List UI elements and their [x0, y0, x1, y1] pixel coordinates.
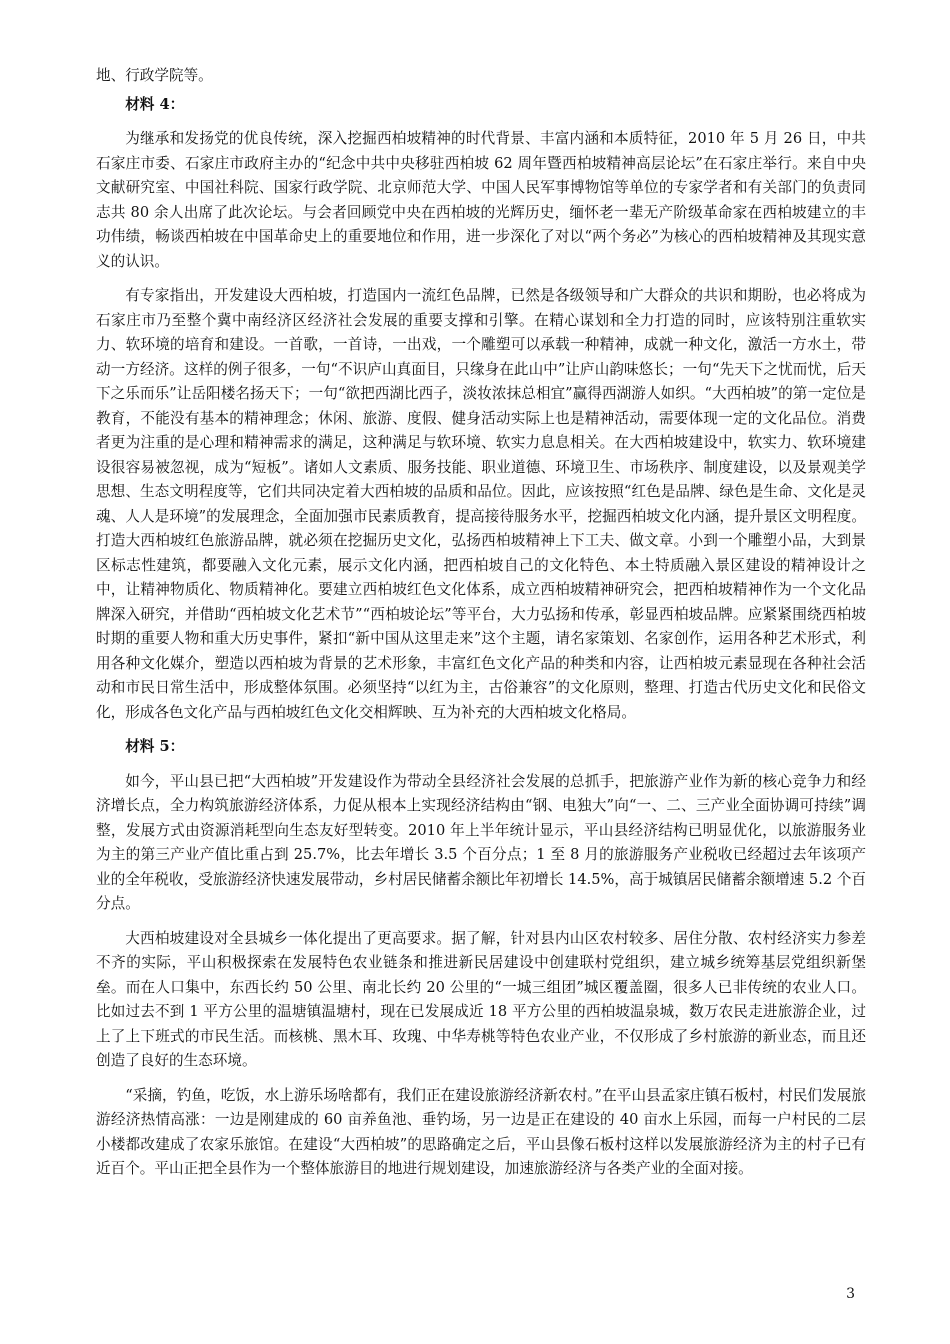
opening-line: 地、行政学院等。	[96, 67, 213, 84]
paragraph: 有专家指出，开发建设大西柏坡，打造国内一流红色品牌，已然是各级领导和广大群众的共识和期盼，也必将成为石家庄市乃至整个冀中南经济区经济社会发展的重要支撑和引擎。在精心谋划和全力打造的同时，应该特别注重软实力、软环境的培育和建设。一首歌，一首诗，一出戏，一个雕塑可以承载一种精神，成就一种文化，激活一方水土，带动一方经济。这样的例子很多，一句“不识庐山真面目，只缘身在此山中”让庐山韵味悠长；一句“先天下之忧而忧，后天下之乐而乐”让岳阳楼名扬天下；一句“欲把西湖比西子，淡妆浓抹总相宜”赢得西湖游人如织。“大西柏坡”的第一定位是教育，不能没有基本的精神理念；休闲、旅游、度假、健身活动实际上也是精神活动，需要体现一定的文化品位。消费者更为注重的是心理和精神需求的满足，这种满足与软环境、软实力息息相关。在大西柏坡建设中，软实力、软环境建设很容易被忽视，成为“短板”。诸如人文素质、服务技能、职业道德、环境卫生、市场秩序、制度建设，以及景观美学思想、生态文明程度等，它们共同决定着大西柏坡的品质和品位。因此，应该按照“红色是品牌、绿色是生命、文化是灵魂、人人是环境”的发展理念，全面加强市民素质教育，提高接待服务水平，挖掘西柏坡文化内涵，提升景区文明程度。打造大西柏坡红色旅游品牌，就必须在挖掘历史文化，弘扬西柏坡精神上下工夫、做文章。小到一个雕塑小品，大到景区标志性建筑，都要融入文化元素，展示文化内涵，把西柏坡自己的文化特色、本土特质融入景区建设的精神设计之中，让精神物质化、物质精神化。要建立西柏坡红色文化体系，成立西柏坡精神研究会，把西柏坡精神作为一个文化品牌深入研究，并借助“西柏坡文化艺术节”“西柏坡论坛”等平台，大力弘扬和传承，彰显西柏坡品牌。应紧紧围绕西柏坡时期的重要人物和重大历史事件，紧扣“新中国从这里走来”这个主题，请名家策划、名家创作，运用各种艺术形式，利用各种文化媒介，塑造以西柏坡为背景的艺术形象，丰富红色文化产品的种类和内容，让西柏坡元素显现在各种社会活动和市民日常生活中，形成整体氛围。必须坚持“以红为主，古俗兼容”的文化原则，整理、打造古代历史文化和民俗文化，形成各色文化产品与西柏坡红色文化交相辉映、互为补充的大西柏坡文化格局。	[96, 287, 866, 721]
section-heading-material-4: 材料 4：	[125, 95, 185, 113]
paragraph: 如今，平山县已把“大西柏坡”开发建设作为带动全县经济社会发展的总抓手，把旅游产业作为新的核心竞争力和经济增长点，全力构筑旅游经济体系，力促从根本上实现经济结构由“钢、电独大”向“一、二、三产业全面协调可持续”调整，发展方式由资源消耗型向生态友好型转变。2010 年上半年统计显示，平山县经济结构已明显优化，以旅游服务业为主的第三产业产值比重占到 25.7%，比去年增长 3.5 个百分点；1 至 8 月的旅游服务产业税收已经超过去年该项产业的全年税收，受旅游经济快速发展带动，乡村居民储蓄余额比年初增长 14.5%，高于城镇居民储蓄余额增速 5.2 个百分点。	[96, 772, 866, 912]
paragraph: 大西柏坡建设对全县城乡一体化提出了更高要求。据了解，针对县内山区农村较多、居住分散、农村经济实力参差不齐的实际，平山积极探索在发展特色农业链条和推进新民居建设中创建联村党组织，建立城乡统筹基层党组织新堡垒。而在人口集中，东西长约 50 公里、南北长约 20 公里的“一城三组团”城区覆盖圈，很多人已非传统的农业人口。比如过去不到 1 平方公里的温塘镇温塘村，现在已发展成近 18 平方公里的西柏坡温泉城，数万农民走进旅游企业，过上了上下班式的市民生活。而核桃、黑木耳、玫瑰、中华寿桃等特色农业产业，不仅形成了乡村旅游的新业态，而且还创造了良好的生态环境。	[96, 929, 866, 1069]
section-heading-material-5: 材料 5：	[125, 738, 185, 755]
page-number: 3	[846, 1286, 855, 1302]
document-page	[96, 64, 866, 1192]
paragraph: “采摘，钓鱼，吃饭，水上游乐场啥都有，我们正在建设旅游经济新农村。”在平山县孟家庄镇石板村，村民们发展旅游经济热情高涨：一边是刚建成的 60 亩养鱼池、垂钓场，另一边是正在建设的 40 亩水上乐园，而每一户村民的二层小楼都改建成了农家乐旅馆。在建设“大西柏坡”的思路确定之后，平山县像石板村这样以发展旅游经济为主的村子已有近百个。平山正把全县作为一个整体旅游目的地进行规划建设，加速旅游经济与各类产业的全面对接。	[96, 1086, 866, 1177]
paragraph: 为继承和发扬党的优良传统，深入挖掘西柏坡精神的时代背景、丰富内涵和本质特征，2010 年 5 月 26 日，中共石家庄市委、石家庄市政府主办的“纪念中共中央移驻西柏坡 62 周年暨西柏坡精神高层论坛”在石家庄举行。来自中央文献研究室、中国社科院、国家行政学院、北京师范大学、中国人民军事博物馆等单位的专家学者和有关部门的负责同志共 80 余人出席了此次论坛。与会者回顾党中央在西柏坡的光辉历史，缅怀老一辈无产阶级革命家在西柏坡建立的丰功伟绩，畅谈西柏坡在中国革命史上的重要地位和作用，进一步深化了对以“两个务必”为核心的西柏坡精神及其现实意义的认识。	[96, 130, 866, 270]
